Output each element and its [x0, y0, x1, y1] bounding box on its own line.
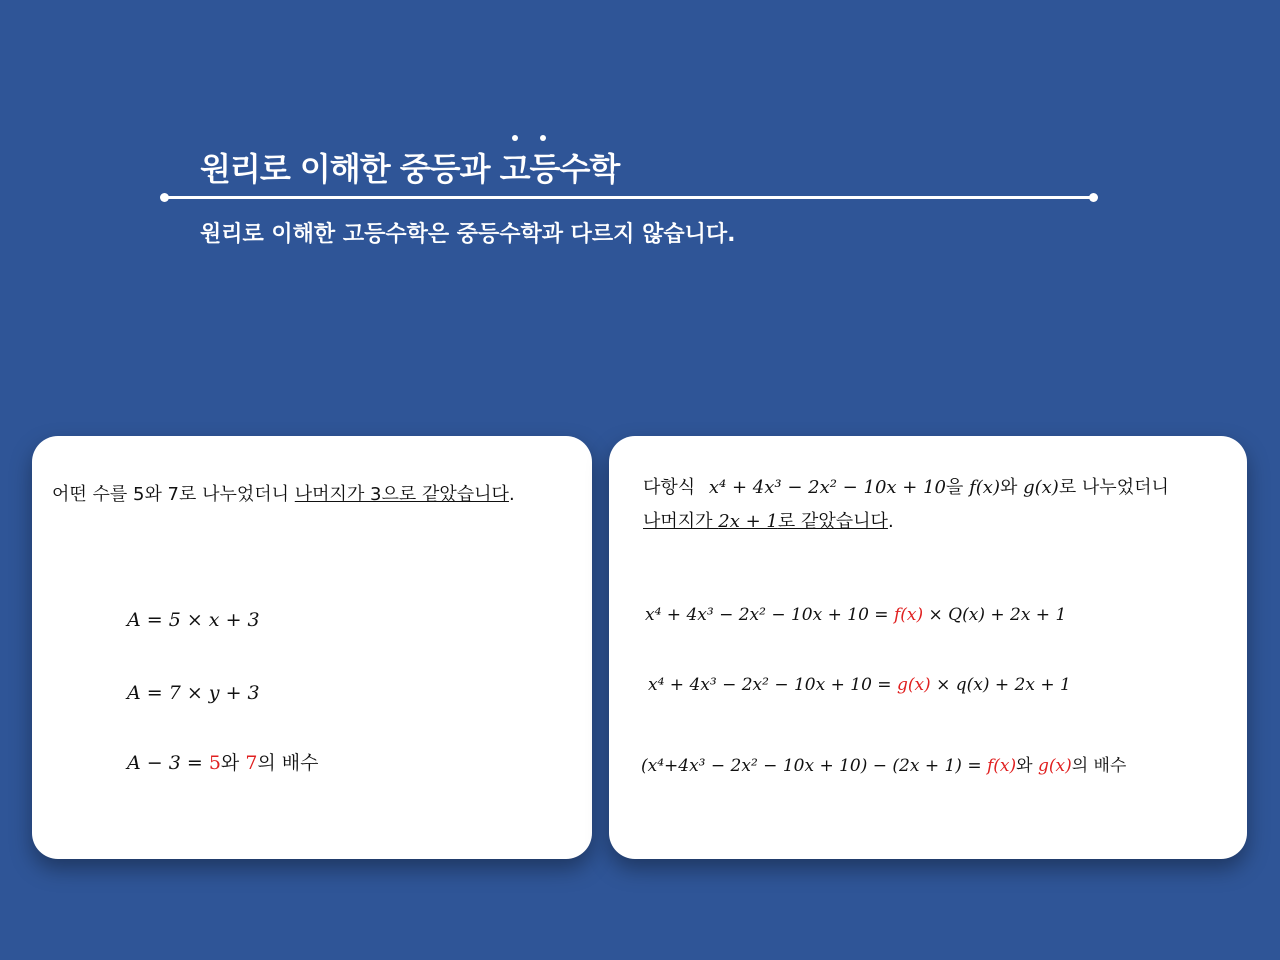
right-equation-3-left: (x⁴+4x³ − 2x² − 10x + 10) − (2x + 1) = — [641, 756, 987, 776]
divider-end-dot — [160, 193, 169, 202]
right-equation-1 — [645, 605, 1066, 625]
right-intro-line-2-suffix: . — [887, 511, 894, 532]
right-equation-2 — [648, 675, 1071, 695]
left-equation-2 — [127, 682, 260, 704]
right-equation-1-right: × Q(x) + 2x + 1 — [923, 605, 1067, 625]
left-equation-3-mid: 와 — [220, 752, 246, 774]
right-intro-line-2 — [643, 505, 894, 539]
left-equation-3-highlight-7: 7 — [245, 752, 258, 774]
left-equation-3-highlight-5: 5 — [208, 752, 221, 774]
right-intro-wa: 와 — [999, 477, 1024, 498]
right-equation-3-suffix: 의 배수 — [1071, 756, 1127, 776]
left-equation-1-text: A = 5 × x + 3 — [127, 609, 260, 631]
right-equation-2-highlight: g(x) — [896, 675, 931, 695]
right-intro-g: g(x) — [1023, 477, 1059, 498]
right-example-card — [609, 436, 1247, 859]
left-equation-3 — [127, 748, 319, 775]
right-intro-line-1 — [643, 471, 1169, 505]
left-intro-prefix: 어떤 수를 5와 7로 나누었더니 — [52, 484, 295, 505]
left-equation-1 — [127, 609, 260, 631]
right-equation-1-highlight: f(x) — [893, 605, 924, 625]
left-intro-underlined: 나머지가 3으로 같았습니다 — [294, 484, 509, 505]
page-subtitle: 원리로 이해한 고등수학은 중등수학과 다르지 않습니다. — [200, 222, 736, 247]
right-equation-3 — [641, 751, 1126, 776]
right-intro-suffix: 로 나누었더니 — [1058, 477, 1169, 498]
left-equation-3-left: A − 3 = — [127, 752, 209, 774]
right-intro-underlined-c: 로 같았습니다 — [777, 511, 888, 532]
right-equation-1-left: x⁴ + 4x³ − 2x² − 10x + 10 = — [645, 605, 894, 625]
left-intro-suffix: . — [508, 484, 515, 505]
right-equation-3-mid: 와 — [1016, 756, 1038, 776]
right-intro-polynomial: x⁴ + 4x³ − 2x² − 10x + 10 — [708, 477, 946, 498]
right-equation-2-left: x⁴ + 4x³ − 2x² − 10x + 10 = — [648, 675, 897, 695]
right-intro-underlined-a: 나머지가 — [643, 511, 719, 532]
left-equation-2-text: A = 7 × y + 3 — [127, 682, 260, 704]
page-title: 원리로 이해한 중등과 고등수학 — [200, 150, 620, 188]
right-intro-prefix: 다항식 — [643, 477, 696, 498]
right-intro-mid: 을 — [945, 477, 970, 498]
title-divider — [164, 196, 1094, 199]
header — [0, 0, 1280, 260]
right-equation-2-right: × q(x) + 2x + 1 — [930, 675, 1071, 695]
decorative-dot — [540, 135, 546, 141]
left-intro-text — [52, 478, 515, 512]
right-intro-underlined-b: 2x + 1 — [718, 511, 778, 532]
right-equation-3-highlight-f: f(x) — [987, 756, 1017, 776]
decorative-dot — [512, 135, 518, 141]
right-intro-f: f(x) — [969, 477, 1000, 498]
right-equation-3-highlight-g: g(x) — [1037, 756, 1072, 776]
left-equation-3-suffix: 의 배수 — [257, 752, 319, 774]
left-example-card — [32, 436, 592, 859]
divider-end-dot — [1089, 193, 1098, 202]
